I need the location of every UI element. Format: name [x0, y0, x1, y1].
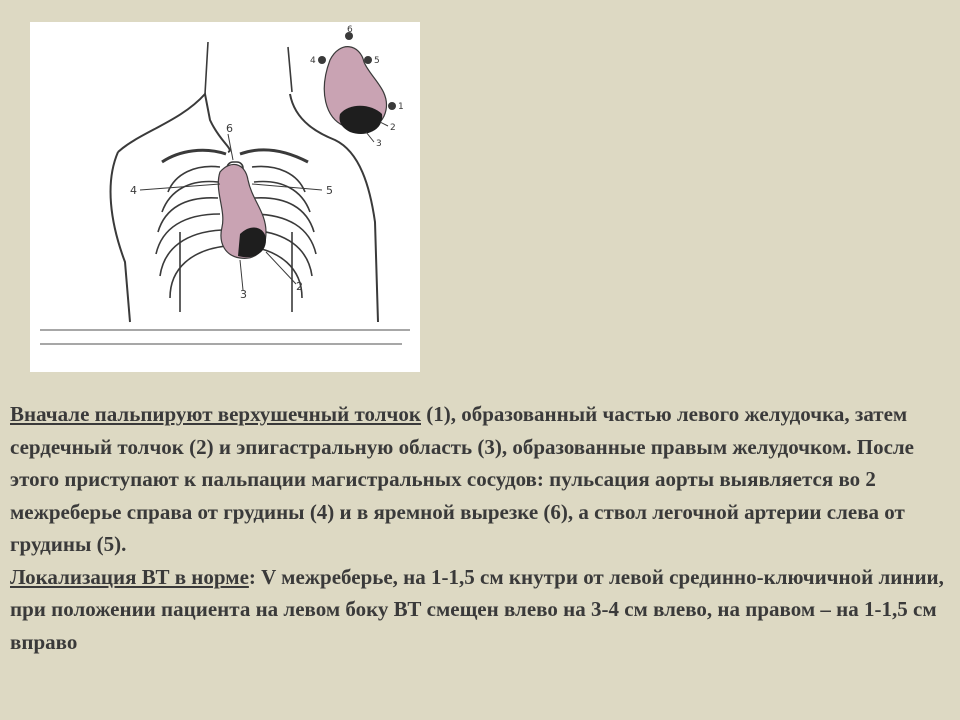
chest-label-3: 3 [240, 288, 247, 301]
chest-illustration [30, 22, 420, 372]
pointer-5 [252, 184, 322, 190]
chest-label-2: 2 [296, 280, 303, 293]
inset-label-1: 1 [398, 102, 404, 112]
ventricle-inset [339, 106, 382, 134]
chest-label-5: 5 [326, 184, 333, 197]
heading-apical-impulse: Вначале пальпируют верхушечный толчок [10, 402, 421, 426]
chest-palpation-figure [30, 22, 420, 372]
heading-localization-colon: : [248, 564, 256, 589]
inset-point-1 [388, 102, 396, 110]
slide-text [10, 398, 950, 658]
paragraph-palpation-order-body: (1), образованный частью левого желудочка, затем сердечный толчок (2) и эпигастральную область (3), образованные правым желудочком. После этого приступают к пальпации магистральных сосудов: пульсация аорты выявляется во 2 межреберье справа от грудины (4) и в яремной вырезке (6), а ствол легочной артерии слева от грудины (5). [10, 402, 915, 556]
inset-label-5: 5 [374, 56, 380, 66]
pointer-3 [240, 260, 243, 290]
inset-label-6: 6 [347, 25, 353, 35]
heading-localization: Локализация ВТ в норме [10, 564, 249, 589]
inset-pointer-3 [366, 132, 374, 142]
inset-label-2: 2 [390, 123, 396, 133]
neck-outline [205, 42, 292, 94]
chest-label-4: 4 [130, 184, 137, 197]
clavicle-right [240, 150, 308, 162]
paragraph-localization-body: V межреберье, на 1-1,5 см кнутри от левой срединно-ключичной линии, при положении пациента на левом боку ВТ смещен влево на 3-4 см влево, на правом – на 1-1,5 см вправо [10, 564, 944, 654]
chest-label-6: 6 [226, 122, 233, 135]
inset-point-4 [318, 56, 326, 64]
inset-label-3: 3 [376, 139, 382, 149]
inset-label-4: 4 [310, 56, 316, 66]
inset-point-5 [364, 56, 372, 64]
figure-caption [40, 330, 410, 344]
paragraph-palpation-order [10, 398, 950, 561]
paragraph-localization [10, 561, 950, 659]
inset-pointer-2 [380, 122, 388, 126]
clavicle-left [162, 150, 226, 162]
